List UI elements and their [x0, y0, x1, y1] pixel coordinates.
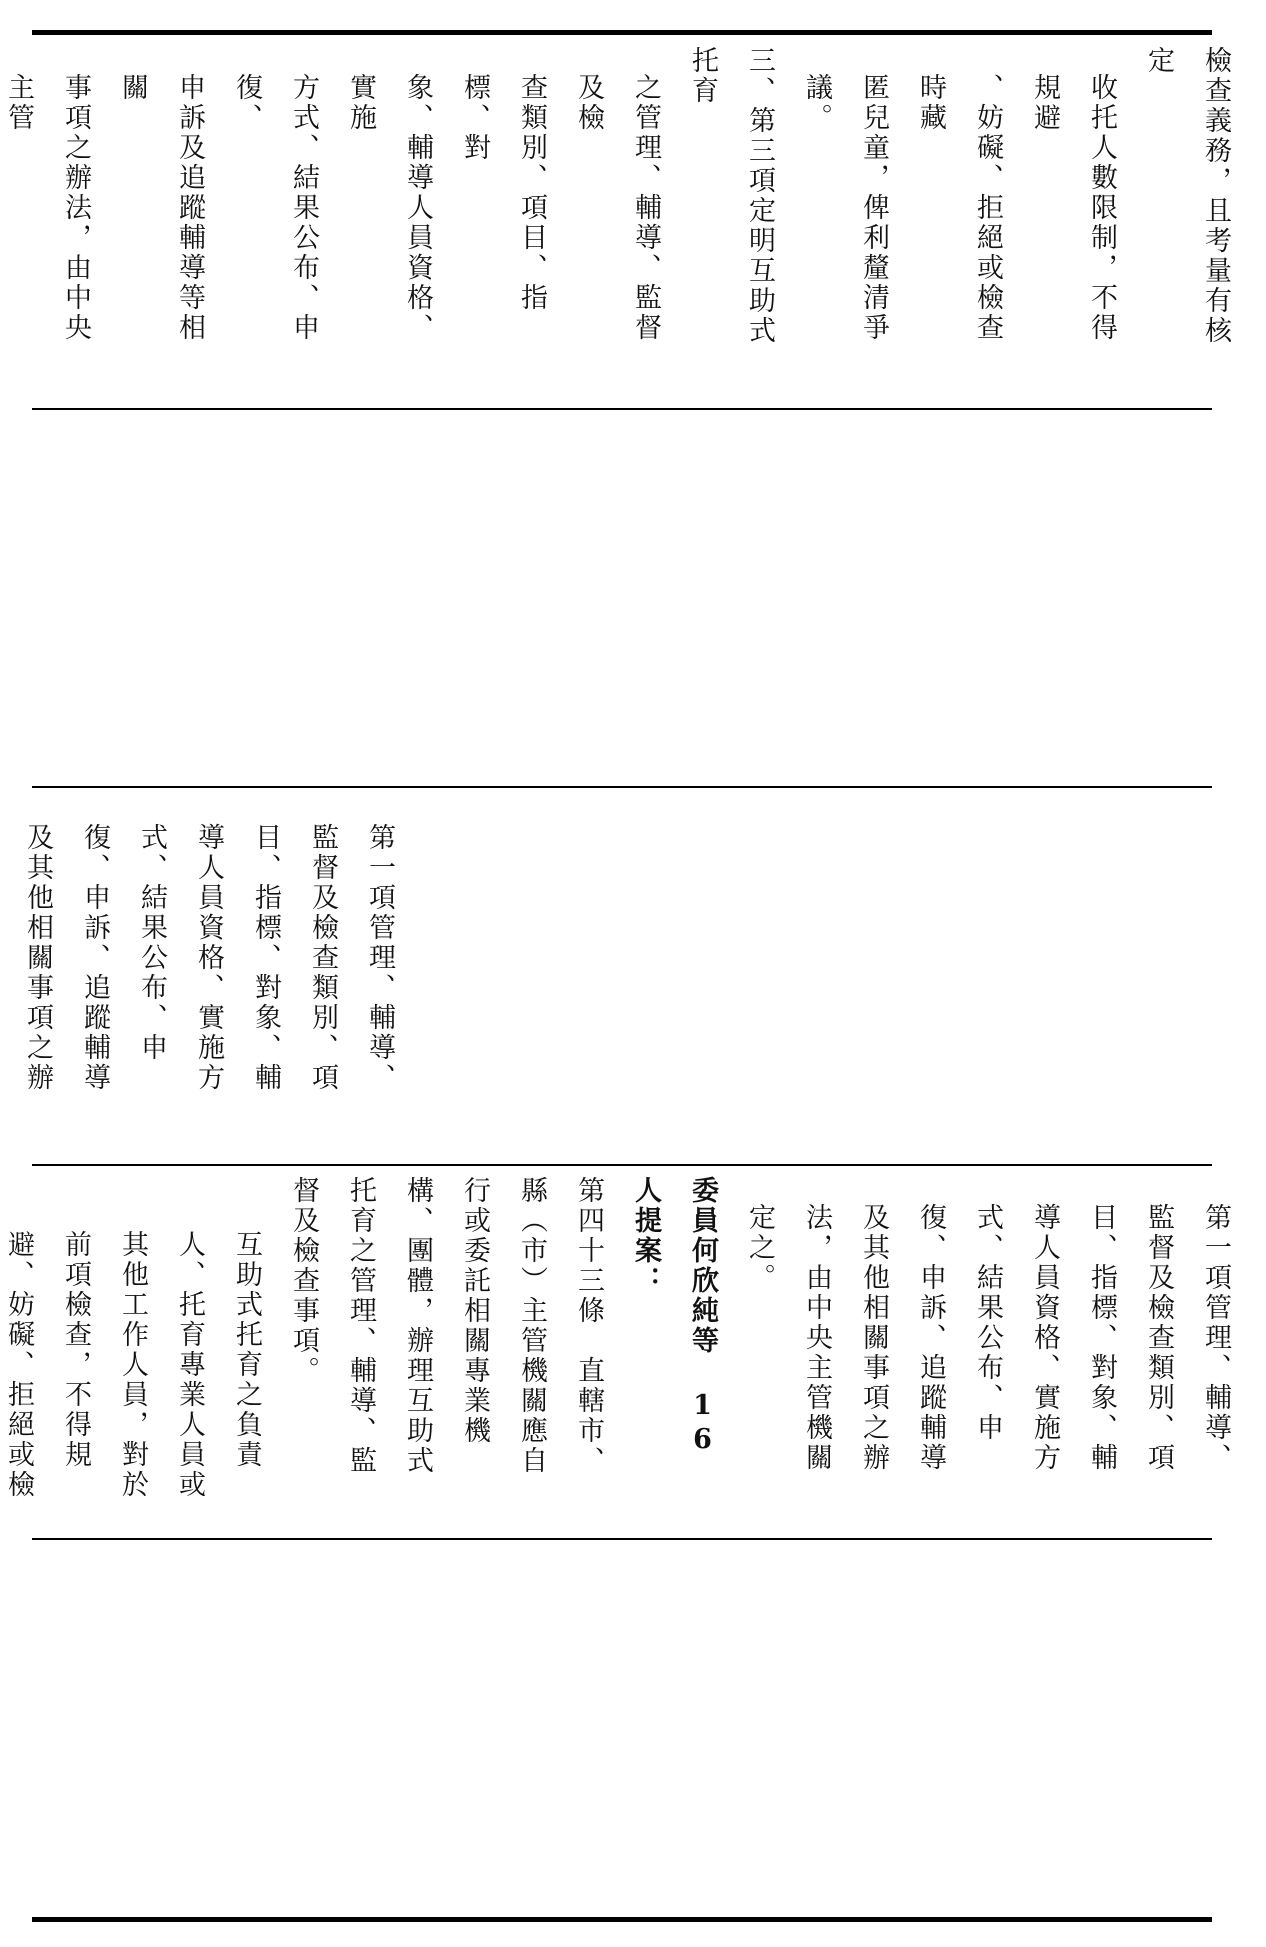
text-line: 檢查義務，且考量有核定	[1143, 46, 1231, 346]
text-line: 象、輔導人員資格、實施	[345, 73, 433, 343]
article-text: 第四十三條 直轄市、縣（市）主管機關應自行或委託相關專業機構、團體，辦理互助式托育之管理、輔導、監督及檢查事項。	[288, 1176, 604, 1476]
paragraph: 第一項管理、輔導、監督及檢查類別、項目、指標、對象、輔導人員資格、實施方式、結果公布、申復、申訴、追蹤輔導及其他相關事項之辦法，由中央主管機關定之。	[744, 1203, 1231, 1473]
text-line: 、妨礙、拒絕或檢查時藏	[915, 73, 1003, 343]
text-line: 三、第三項定明互助式托育	[687, 46, 775, 346]
proposal-heading: 委員何欣純等 16 人提案：	[630, 1176, 718, 1458]
text-line: 事項之辦法，由中央主管	[3, 73, 91, 343]
text-line: 方式、結果公布、申復、	[231, 73, 319, 343]
section-divider	[32, 408, 1212, 410]
section-divider	[32, 786, 1212, 788]
paragraph: 第一項管理、輔導、監督及檢查類別、項目、指標、對象、輔導人員資格、實施方式、結果公布、申復、申訴、追蹤輔導及其他相關事項之辦	[22, 823, 395, 1093]
top-rule	[32, 30, 1212, 35]
section-divider	[32, 1164, 1212, 1166]
paragraph: 互助式托育之負責人、托育專業人員或其他工作人員，對於前項檢查，不得規避、妨礙、拒絕或檢	[3, 1230, 262, 1500]
text-line: 收托人數限制，不得規避	[1029, 73, 1117, 343]
text-line: 匿兒童，俾利釐清爭議。	[801, 73, 889, 343]
proposed-text-block	[3, 1176, 1244, 1502]
text-line: 查類別、項目、指標、對	[459, 73, 547, 313]
explanation-block	[3, 46, 1244, 366]
text-line: 申訴及追蹤輔導等相關	[117, 73, 205, 343]
section-divider	[32, 1538, 1212, 1540]
current-text-block	[22, 796, 408, 1122]
bottom-rule	[32, 1917, 1212, 1922]
text-line: 之管理、輔導、監督及檢	[573, 73, 661, 343]
